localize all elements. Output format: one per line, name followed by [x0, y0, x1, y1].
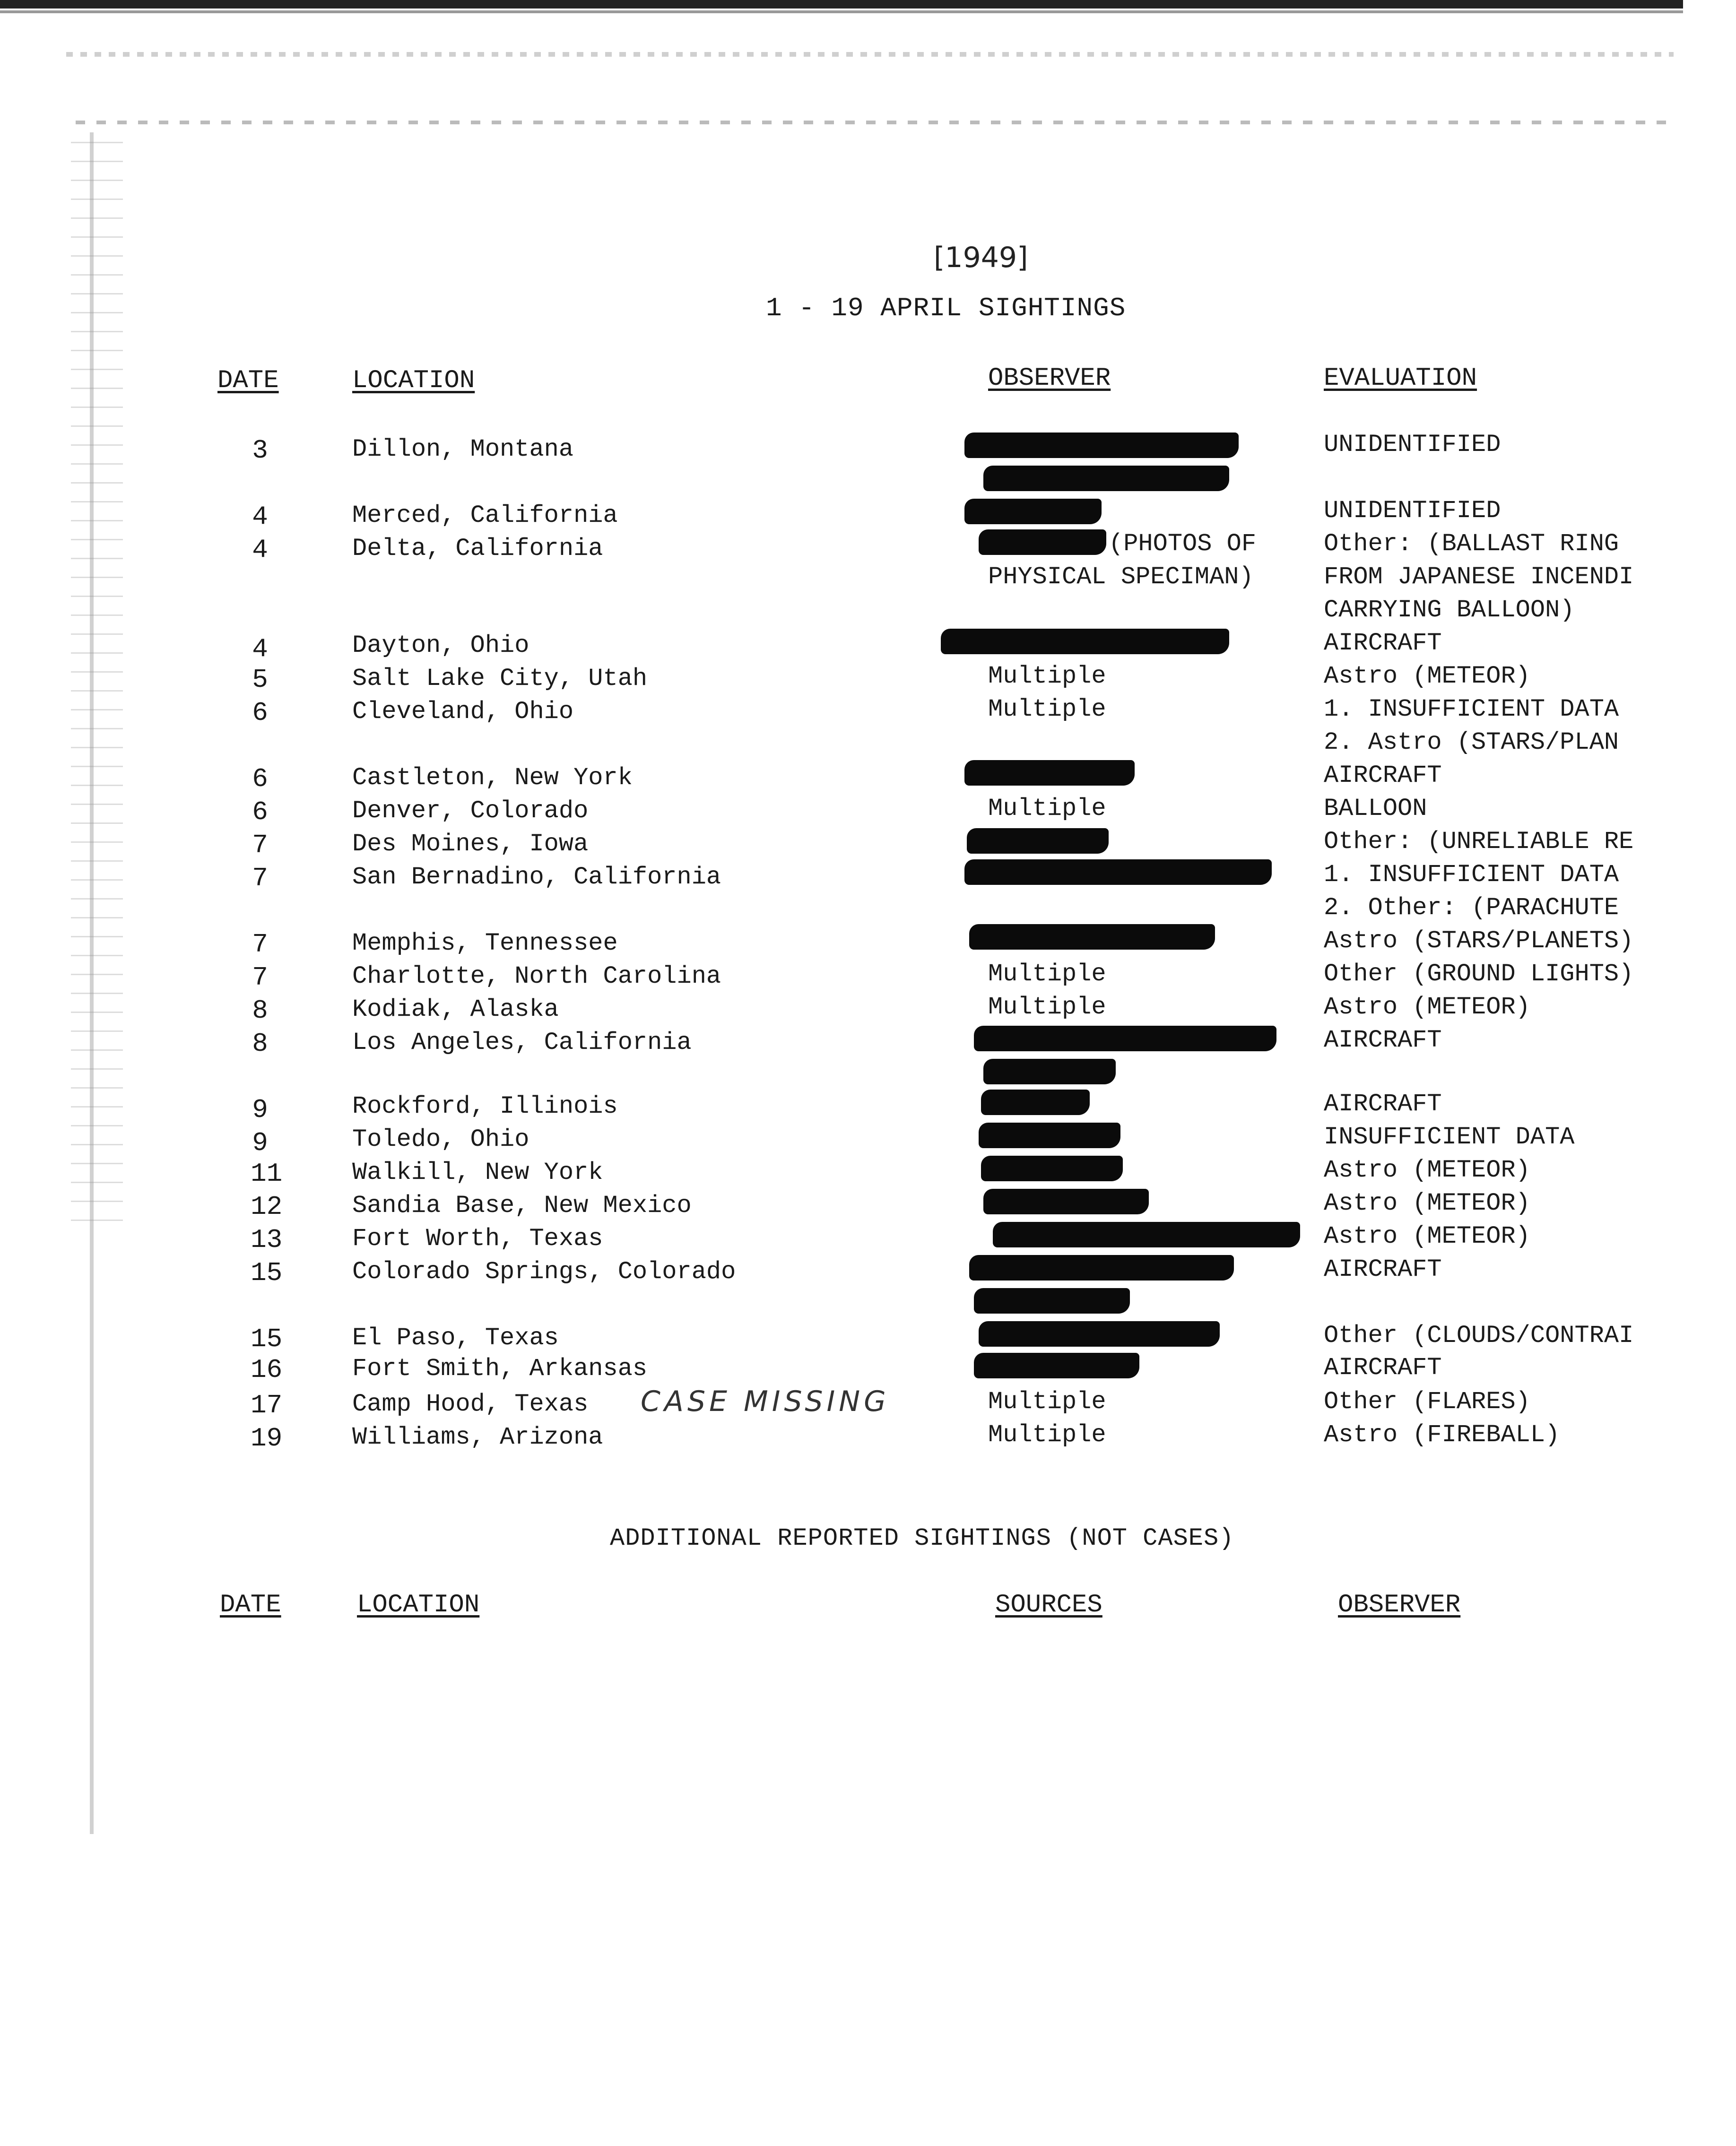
row-date: 17	[251, 1390, 283, 1420]
row-evaluation: AIRCRAFT	[1324, 629, 1442, 657]
row-date: 8	[252, 995, 268, 1026]
redaction-bar	[979, 1123, 1120, 1148]
row-date: 12	[251, 1192, 283, 1222]
row-evaluation: Other (CLOUDS/CONTRAI	[1324, 1322, 1634, 1350]
row-evaluation: Astro (FIREBALL)	[1324, 1421, 1560, 1449]
row-date: 4	[252, 634, 268, 664]
redaction-bar	[974, 1288, 1130, 1314]
scan-right-margin	[1684, 0, 1736, 2146]
row-location: Dillon, Montana	[352, 435, 574, 463]
row-location: Salt Lake City, Utah	[352, 665, 648, 692]
row-location: Sandia Base, New Mexico	[352, 1192, 692, 1220]
row-evaluation: Astro (METEOR)	[1324, 1222, 1530, 1250]
row-evaluation: Astro (STARS/PLANETS)	[1324, 927, 1634, 955]
row-evaluation: FROM JAPANESE INCENDI	[1324, 563, 1634, 591]
row-location: Camp Hood, Texas	[352, 1390, 589, 1418]
header-location: LOCATION	[352, 366, 475, 395]
row-location: Kodiak, Alaska	[352, 995, 559, 1023]
redaction-bar	[964, 499, 1102, 524]
row-evaluation: INSUFFICIENT DATA	[1324, 1123, 1575, 1151]
row-evaluation: 2. Astro (STARS/PLAN	[1324, 728, 1619, 756]
row-evaluation: AIRCRAFT	[1324, 1090, 1442, 1118]
row-evaluation: 1. INSUFFICIENT DATA	[1324, 861, 1619, 889]
scan-top-border	[0, 0, 1683, 9]
redaction-bar	[993, 1222, 1300, 1247]
handwritten-note: CASE MISSING	[641, 1385, 890, 1418]
row-date: 16	[251, 1355, 283, 1385]
scan-edge-left	[90, 132, 94, 1834]
row-evaluation: Other (FLARES)	[1324, 1388, 1530, 1416]
redaction-bar	[969, 924, 1215, 950]
row-evaluation: Astro (METEOR)	[1324, 993, 1530, 1021]
row-observer: PHYSICAL SPECIMAN)	[988, 563, 1254, 591]
row-evaluation: Astro (METEOR)	[1324, 662, 1530, 690]
row-observer: Multiple	[988, 993, 1106, 1021]
redaction-bar	[974, 1026, 1276, 1051]
redaction-bar	[974, 1353, 1139, 1378]
row-evaluation: Other: (UNRELIABLE RE	[1324, 828, 1634, 856]
row-date: 11	[251, 1159, 283, 1189]
row-date: 7	[252, 962, 268, 993]
row-evaluation: 2. Other: (PARACHUTE	[1324, 894, 1619, 922]
row-location: Toledo, Ohio	[352, 1125, 529, 1153]
row-observer: Multiple	[988, 1388, 1106, 1416]
row-location: Williams, Arizona	[352, 1423, 603, 1451]
redaction-bar	[964, 433, 1239, 458]
year-note: [1949]	[934, 241, 1028, 274]
redaction-bar	[983, 466, 1229, 491]
row-location: San Bernadino, California	[352, 863, 721, 891]
row-location: Dayton, Ohio	[352, 632, 529, 659]
row-date: 15	[251, 1324, 283, 1354]
row-location: Walkill, New York	[352, 1159, 603, 1186]
scan-noise-top	[66, 52, 1674, 57]
row-date: 8	[252, 1029, 268, 1059]
row-evaluation: UNIDENTIFIED	[1324, 431, 1501, 459]
row-date: 6	[252, 797, 268, 827]
scan-top-border-shadow	[0, 10, 1683, 13]
row-date: 4	[252, 502, 268, 532]
redaction-bar	[983, 1189, 1149, 1214]
row-location: El Paso, Texas	[352, 1324, 559, 1352]
row-date: 5	[252, 665, 268, 695]
scan-noise-left	[71, 142, 123, 1229]
additional-header-observer: OBSERVER	[1338, 1591, 1461, 1619]
row-location: Charlotte, North Carolina	[352, 962, 721, 990]
row-date: 9	[252, 1128, 268, 1158]
row-date: 6	[252, 764, 268, 794]
row-date: 19	[251, 1423, 283, 1454]
row-location: Rockford, Illinois	[352, 1092, 618, 1120]
row-date: 15	[251, 1258, 283, 1288]
redaction-bar	[979, 1321, 1220, 1347]
header-observer: OBSERVER	[988, 364, 1111, 393]
redaction-bar	[967, 828, 1109, 854]
redaction-bar	[964, 760, 1135, 786]
row-evaluation: Astro (METEOR)	[1324, 1156, 1530, 1184]
header-date: DATE	[217, 366, 279, 395]
redaction-bar	[964, 859, 1272, 885]
additional-sightings-title: ADDITIONAL REPORTED SIGHTINGS (NOT CASES)	[610, 1524, 1234, 1552]
row-evaluation: AIRCRAFT	[1324, 1255, 1442, 1283]
row-observer: Multiple	[988, 960, 1106, 988]
additional-header-location: LOCATION	[357, 1591, 480, 1619]
row-location: Cleveland, Ohio	[352, 698, 574, 726]
redaction-bar	[969, 1255, 1234, 1281]
row-location: Colorado Springs, Colorado	[352, 1258, 736, 1286]
scan-noise-top-2	[76, 121, 1674, 124]
row-observer: Multiple	[988, 695, 1106, 723]
row-location: Denver, Colorado	[352, 797, 589, 825]
additional-header-date: DATE	[220, 1591, 281, 1619]
page-title: 1 - 19 APRIL SIGHTINGS	[766, 293, 1126, 323]
row-evaluation: CARRYING BALLOON)	[1324, 596, 1575, 624]
row-evaluation: Other (GROUND LIGHTS)	[1324, 960, 1634, 988]
row-evaluation: AIRCRAFT	[1324, 761, 1442, 789]
redaction-bar	[983, 1059, 1116, 1084]
redaction-bar	[981, 1090, 1090, 1115]
row-location: Castleton, New York	[352, 764, 633, 792]
row-location: Delta, California	[352, 535, 603, 562]
row-evaluation: Other: (BALLAST RING	[1324, 530, 1619, 558]
row-evaluation: 1. INSUFFICIENT DATA	[1324, 695, 1619, 723]
row-date: 3	[252, 435, 268, 466]
row-date: 7	[252, 863, 268, 893]
redaction-bar	[941, 629, 1229, 654]
redaction-bar	[981, 1156, 1123, 1181]
row-evaluation: AIRCRAFT	[1324, 1354, 1442, 1382]
row-date: 7	[252, 830, 268, 860]
row-date: 6	[252, 698, 268, 728]
redaction-bar	[979, 529, 1106, 555]
row-date: 9	[252, 1095, 268, 1125]
row-evaluation: UNIDENTIFIED	[1324, 497, 1501, 525]
row-date: 7	[252, 929, 268, 960]
row-location: Memphis, Tennessee	[352, 929, 618, 957]
additional-header-sources: SOURCES	[995, 1591, 1102, 1619]
row-observer: Multiple	[988, 662, 1106, 690]
row-evaluation: AIRCRAFT	[1324, 1026, 1442, 1054]
row-location: Fort Worth, Texas	[352, 1225, 603, 1253]
row-location: Des Moines, Iowa	[352, 830, 589, 858]
row-date: 4	[252, 535, 268, 565]
row-location: Los Angeles, California	[352, 1029, 692, 1056]
header-evaluation: EVALUATION	[1324, 364, 1477, 393]
row-evaluation: BALLOON	[1324, 795, 1427, 822]
row-date: 13	[251, 1225, 283, 1255]
row-observer: Multiple	[988, 795, 1106, 822]
row-evaluation: Astro (METEOR)	[1324, 1189, 1530, 1217]
row-location: Fort Smith, Arkansas	[352, 1355, 648, 1383]
row-location: Merced, California	[352, 502, 618, 529]
row-observer: (PHOTOS OF	[1109, 530, 1257, 558]
row-observer: Multiple	[988, 1421, 1106, 1449]
